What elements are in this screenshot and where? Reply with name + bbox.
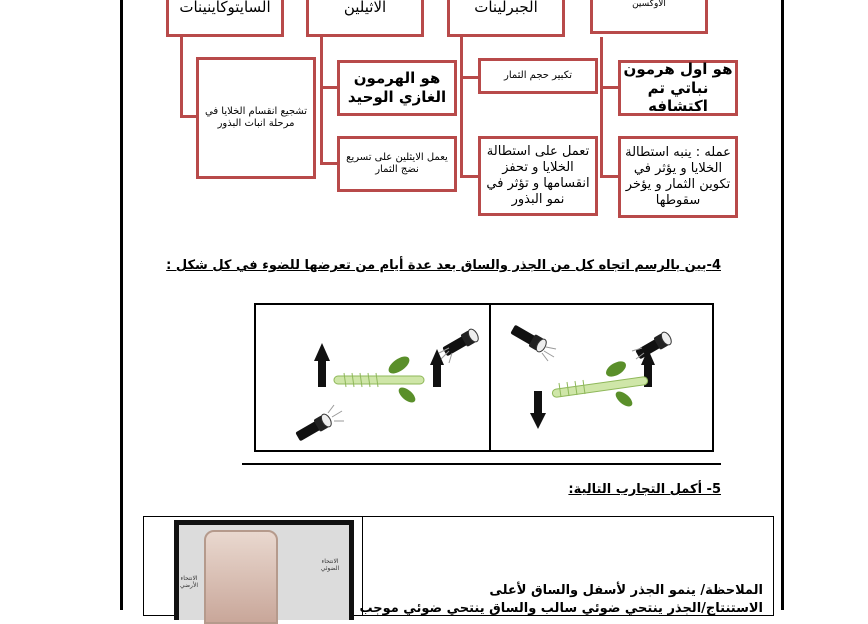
connector-line [180, 37, 183, 117]
header-auxin: الاوكسين [590, 0, 708, 34]
experiment-photo [174, 520, 354, 620]
ethylene-desc1: هو الهرمون الغازي الوحيد [337, 60, 457, 116]
cytokinin-desc: تشجيع انقسام الخلايا في مرحلة انبات البذور [196, 57, 316, 179]
photo-label-phototropism: الانتحاء الضوئي [320, 558, 340, 572]
connector-line [320, 37, 323, 165]
observation-text: الملاحظة/ ينمو الجذر لأسفل والساق لأعلى [489, 583, 763, 598]
connector-line [460, 76, 480, 79]
connector-line [600, 86, 620, 89]
connector-line [460, 37, 463, 177]
photo-label-gravitropism: الانتحاء الأرضي [179, 575, 199, 589]
ethylene-desc2: يعمل الايثلين على تسريع نضج الثمار [337, 136, 457, 192]
gibberellin-desc1: تكبير حجم الثمار [478, 58, 598, 94]
divider-rule [242, 463, 721, 465]
auxin-desc1: هو اول هرمون نباتي تم اكتشافه [618, 60, 738, 116]
auxin-desc2: عمله : ينبه استطالة الخلايا و يؤثر في تكوين الثمار و يؤخر سقوطها [618, 136, 738, 218]
header-ethylene: الاثيلين [306, 0, 424, 37]
connector-line [600, 175, 620, 178]
header-gibberellin: الجبرلينات [447, 0, 565, 37]
page-border-right [781, 0, 784, 610]
connector-line [460, 175, 480, 178]
conclusion-text: الاستنتاج/الجذر ينتحي ضوئي سالب والساق ينتحي ضوئي موجب [359, 601, 763, 616]
question-5: 5- أكمل التجارب التالية: [568, 482, 721, 497]
header-cytokinin: السايتوكاينينات [166, 0, 284, 37]
tropism-figure [254, 303, 716, 453]
question-4: 4-بين بالرسم اتجاه كل من الجذر والساق بعد عدة أيام من تعرضها للضوء في كل شكل : [166, 258, 721, 273]
page-border-left [120, 0, 123, 610]
gibberellin-desc2: تعمل على استطالة الخلايا و تحفز انقسامها و تؤثر في نمو البذور [478, 136, 598, 216]
connector-line [600, 37, 603, 177]
experiment-table [143, 516, 774, 616]
connector-line [320, 162, 338, 165]
connector-line [320, 86, 338, 89]
